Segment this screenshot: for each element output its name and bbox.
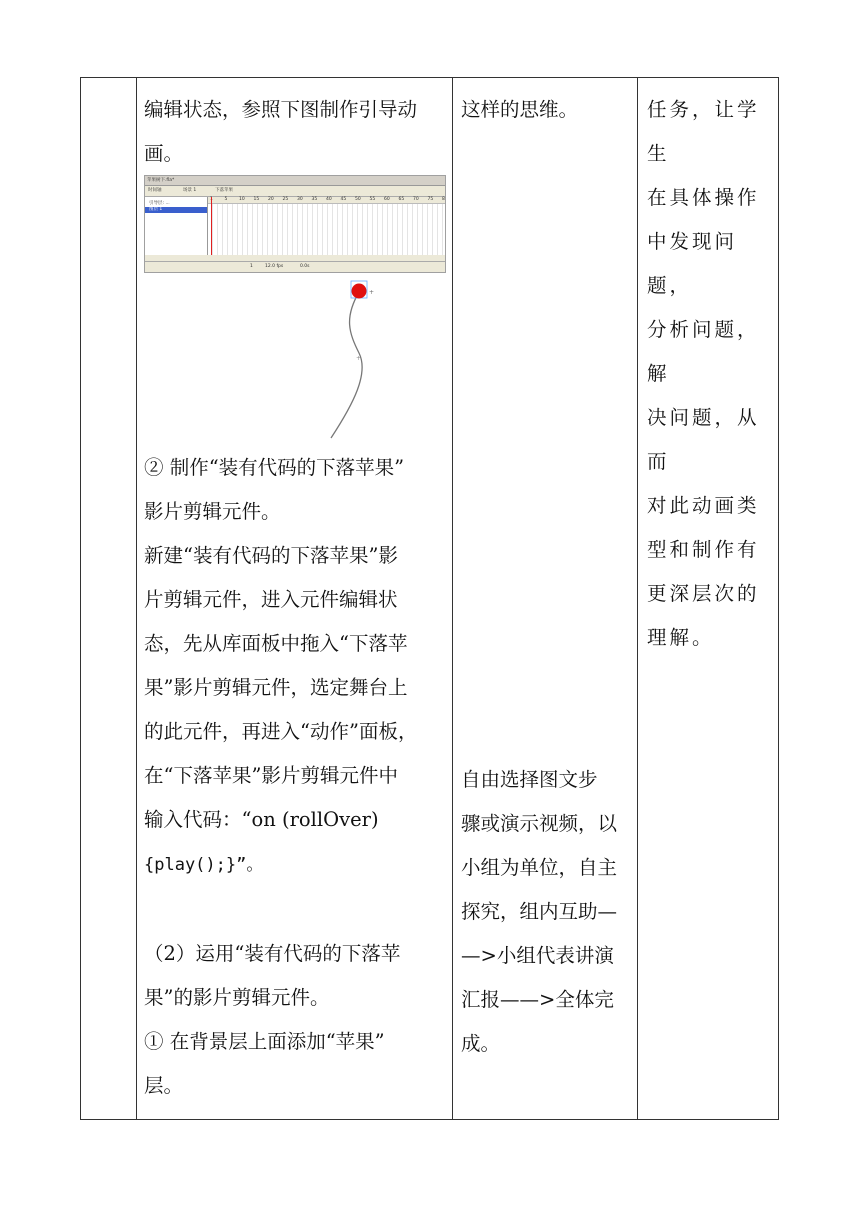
current-frame: 1 — [250, 264, 253, 269]
ruler-label: 70 — [413, 197, 419, 202]
procedure-step2-text: ② 制作“装有代码的下落苹果” 影片剪辑元件。 新建“装有代码的下落苹果”影 片剪辑元件，进入元件编辑状 态，先从库面板中拖入“下落苹 果”影片剪辑元件，选定舞台上 的此元件，再进入“动作”面板， 在“下落苹果”影片剪辑元件中 — [144, 456, 418, 787]
symbol-label: 下落苹果 — [215, 188, 233, 193]
timeline-status-bar — [145, 261, 445, 272]
layer-list — [145, 197, 208, 255]
column-divider — [136, 78, 137, 1119]
scene-label: 场景 1 — [183, 188, 197, 193]
guide-layer: 引导层: ... — [149, 201, 170, 206]
ruler-label: 60 — [384, 197, 390, 202]
ruler-label: 40 — [326, 197, 332, 202]
ruler-label: 5 — [224, 197, 228, 202]
frame-rate: 12.0 fps — [265, 264, 284, 269]
frame-ruler — [208, 197, 445, 204]
motion-guide-illustration — [319, 278, 399, 448]
ruler-label: 8 — [442, 197, 445, 202]
activity-intro-text: 这样的思维。 — [461, 98, 579, 121]
timeline-button: 时间轴 — [148, 188, 162, 193]
column-divider — [637, 78, 638, 1119]
flash-timeline-screenshot — [144, 175, 446, 273]
procedure-step3-text: （2）运用“装有代码的下落苹 果”的影片剪辑元件。 ① 在背景层上面添加“苹果” 层。 — [144, 942, 401, 1097]
document-tab: 苹果树下.fla* — [147, 178, 175, 183]
column-divider — [452, 78, 453, 1119]
elapsed-time: 0.0s — [300, 264, 310, 269]
ruler-label: 65 — [398, 197, 405, 202]
ruler-label: 30 — [297, 197, 303, 202]
ruler-label: 35 — [311, 197, 318, 202]
code-input-text-line1: 输入代码：“on (rollOver) — [144, 808, 379, 831]
svg-text:+: + — [369, 289, 375, 296]
ruler-label: 15 — [253, 197, 260, 202]
apple-layer: 图层 1 — [145, 207, 207, 213]
activity-steps-text: 自由选择图文步 骤或演示视频，以 小组为单位，自主 探究，组内互助— —>小组代表讲演 汇报——>全体完 成。 — [461, 768, 618, 1055]
playhead — [211, 197, 212, 255]
ruler-label: 20 — [268, 197, 274, 202]
apple-circle — [352, 284, 367, 299]
svg-text:+: + — [356, 355, 362, 362]
guide-path — [331, 292, 362, 438]
code-input-text-line2: {play();}”。 — [144, 855, 264, 875]
ruler-label: 25 — [282, 197, 289, 202]
ruler-label: 55 — [369, 197, 376, 202]
lesson-table — [80, 77, 779, 1120]
ruler-label: 45 — [340, 197, 347, 202]
design-intent-text: 任务，让学生 在具体操作 中发现问题， 分析问题，解 决问题，从而 对此动画类 型和制作有 更深层次的 理解。 — [647, 98, 760, 649]
frame-grid — [208, 197, 445, 255]
procedure-intro-text: 编辑状态，参照下图制作引导动 画。 — [144, 98, 418, 165]
ruler-label: 50 — [355, 197, 361, 202]
ruler-label: 10 — [239, 197, 245, 202]
ruler-label: 75 — [427, 197, 434, 202]
